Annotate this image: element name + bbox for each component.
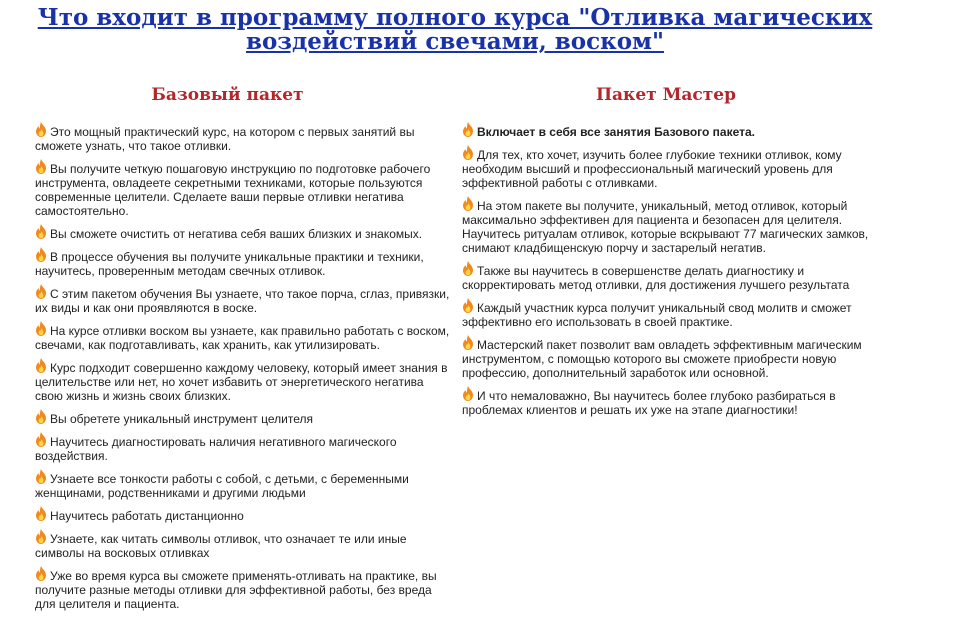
flame-icon <box>462 145 474 160</box>
list-item-text: Каждый участник курса получит уникальный свод молитв и сможет эффективно его использовать в своей практике. <box>462 301 852 329</box>
flame-icon <box>35 224 47 239</box>
flame-icon <box>35 529 47 544</box>
list-item <box>462 261 880 292</box>
list-item-text: На этом пакете вы получите, уникальный, метод отливок, который максимально эффективен для пациента и безопасен для целителя. Научитесь ритуалам отливок, которые вскрывают 77 магических замков, снимают кладбищенскую порчу и застарелый негатив. <box>462 199 869 255</box>
list-item-text: Уже во время курса вы сможете применять-отливать на практике, вы получите разные методы отливки для эффективной работы, без вреда для целителя и пациента. <box>35 569 437 611</box>
list-item <box>462 298 880 329</box>
list-item-text: Вы получите четкую пошаговую инструкцию по подготовке рабочего инструмента, овладеете секретными техниками, которые пользуются современные целители. Сделаете ваши первые отливки негатива самостоятельно. <box>35 162 431 218</box>
page-title[interactable]: Что входит в программу полного курса "Отливка магических воздействий свечами, воском" <box>37 4 873 55</box>
list-item <box>35 159 450 218</box>
list-item-text: Это мощный практический курс, на котором с первых занятий вы сможете узнать, что такое отливки. <box>35 125 415 153</box>
flame-icon <box>35 284 47 299</box>
flame-icon <box>35 469 47 484</box>
flame-icon <box>35 409 47 424</box>
list-item <box>462 145 880 190</box>
list-item <box>35 409 450 426</box>
flame-icon <box>35 432 47 447</box>
list-item-text: Мастерский пакет позволит вам овладеть эффективным магическим инструментом, с помощью которого вы сможете приобрести новую профессию, дополнительный заработок или основной. <box>462 338 862 380</box>
flame-icon <box>462 386 474 401</box>
list-item-text: И что немаловажно, Вы научитесь более глубоко разбираться в проблемах клиентов и решать их уже на этапе диагностики! <box>462 389 836 417</box>
list-item-text: Вы сможете очистить от негатива себя ваших близких и знакомых. <box>50 227 423 241</box>
list-item <box>35 224 450 241</box>
flame-icon <box>462 335 474 350</box>
list-item <box>462 386 880 417</box>
master-package-heading: Пакет Мастер <box>595 85 737 105</box>
flame-icon <box>462 261 474 276</box>
basic-package-column <box>35 84 450 617</box>
list-item-text: Для тех, кто хочет, изучить более глубокие техники отливок, кому необходим высший и профессиональный магический уровень для эффективной работы с отливками. <box>462 148 842 190</box>
list-item-text: В процессе обучения вы получите уникальные практики и техники, научитесь, проверенным методам свечных отливок. <box>35 250 424 278</box>
list-item-text: С этим пакетом обучения Вы узнаете, что такое порча, сглаз, привязки, их виды и как они проявляются в воске. <box>35 287 450 315</box>
list-item <box>35 506 450 523</box>
basic-package-heading: Базовый пакет <box>151 85 304 105</box>
flame-icon <box>35 358 47 373</box>
flame-icon <box>462 298 474 313</box>
flame-icon <box>462 122 474 137</box>
flame-icon <box>35 159 47 174</box>
list-item <box>462 335 880 380</box>
list-item-text: Курс подходит совершенно каждому человеку, который имеет знания в целительстве или нет, но хочет избавить от энергетического негатива свою жизнь и жизнь своих близких. <box>35 361 448 403</box>
list-item <box>35 284 450 315</box>
list-item-text: Узнаете все тонкости работы с собой, с детьми, с беременными женщинами, родственниками и другими людьми <box>35 472 409 500</box>
master-package-column <box>462 84 880 423</box>
list-item <box>35 469 450 500</box>
list-item <box>35 566 450 611</box>
list-item <box>462 196 880 255</box>
flame-icon <box>35 122 47 137</box>
list-item <box>35 432 450 463</box>
list-item-text: Научитесь работать дистанционно <box>50 509 244 523</box>
list-item <box>462 122 880 139</box>
list-item <box>35 358 450 403</box>
flame-icon <box>35 506 47 521</box>
list-item-text: Также вы научитесь в совершенстве делать диагностику и скорректировать метод отливки, для достижения лучшего результата <box>462 264 850 292</box>
flame-icon <box>35 321 47 336</box>
flame-icon <box>462 196 474 211</box>
list-item <box>35 247 450 278</box>
list-item-text: Вы обретете уникальный инструмент целителя <box>50 412 313 426</box>
flame-icon <box>35 566 47 581</box>
list-item <box>35 529 450 560</box>
basic-package-list <box>35 122 450 611</box>
flame-icon <box>35 247 47 262</box>
master-package-list <box>462 122 880 417</box>
list-item-text: Включает в себя все занятия Базового пакета. <box>477 125 755 139</box>
list-item-text: На курсе отливки воском вы узнаете, как правильно работать с воском, свечами, как подготавливать, как хранить, как утилизировать. <box>35 324 450 352</box>
list-item-text: Узнаете, как читать символы отливок, что означает те или иные символы на восковых отливках <box>35 532 407 560</box>
list-item <box>35 321 450 352</box>
list-item-text: Научитесь диагностировать наличия негативного магического воздействия. <box>35 435 397 463</box>
list-item <box>35 122 450 153</box>
